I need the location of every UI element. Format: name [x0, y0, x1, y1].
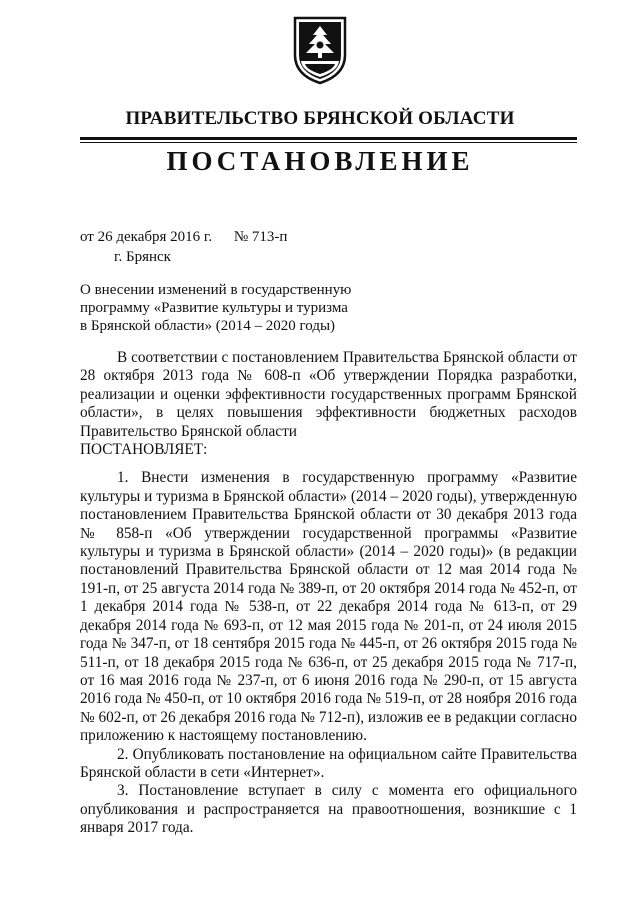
date-number-line: [80, 227, 287, 247]
decree-item-1: 1. Внести изменения в государственную программу «Развитие культуры и туризма в Брянской области» (2014 – 2020 годы), утвержденную постановлением Правительства Брянской области от 30 декабря 2013 года № 858-п «Об утверждении государственной программы «Развитие культуры и туризма в Брянской области» (2014 – 2020 годы)» (в редакции постановлений Правительства Брянской области от 12 мая 2014 года № 191-п, от 25 августа 2014 года № 389-п, от 20 октября 2014 года № 452-п, от 1 декабря 2014 года № 538-п, от 22 декабря 2014 года № 613-п, от 29 декабря 2014 года № 693-п, от 12 мая 2015 года № 201-п, от 24 июля 2015 года № 347-п, от 18 сентября 2015 года № 445-п, от 26 октября 2015 года № 511-п, от 18 декабря 2015 года № 636-п, от 25 декабря 2015 года № 717-п, от 16 мая 2016 года № 237-п, от 6 июня 2016 года № 290-п, от 15 августа 2016 года № 450-п, от 10 октября 2016 года № 519-п, от 28 ноября 2016 года № 602-п, от 26 декабря 2016 года № 712-п), изложив ее в редакции согласно приложению к настоящему постановлению.: [80, 469, 577, 745]
government-name: ПРАВИТЕЛЬСТВО БРЯНСКОЙ ОБЛАСТИ: [125, 108, 515, 129]
decree-item-3: 3. Постановление вступает в силу с момента его официального опубликования и распространяется на правоотношения, возникшие с 1 января 2017 года.: [80, 782, 577, 837]
subject-line: О внесении изменений в государственную: [80, 282, 352, 298]
decree-word: ПОСТАНОВЛЯЕТ:: [80, 441, 208, 459]
subject-line: программу «Развитие культуры и туризма: [80, 300, 348, 316]
document-meta: [80, 227, 287, 267]
header-divider-thick: [80, 137, 577, 140]
decree-item-2: 2. Опубликовать постановление на официальном сайте Правительства Брянской области в сети «Интернет».: [80, 745, 577, 781]
document-date: от 26 декабря 2016 г.: [80, 229, 213, 245]
document-subject: [80, 281, 351, 335]
subject-line: в Брянской области» (2014 – 2020 годы): [80, 318, 336, 334]
document-number: № 713-п: [233, 229, 288, 245]
document-body: [80, 349, 577, 838]
preamble-paragraph: В соответствии с постановлением Правительства Брянской области от 28 октября 2013 года № 608-п «Об утверждении Порядка разработки, реализации и оценки эффективности государственных программ Брянской области», в целях повышения эффективности бюджетных расходов Правительство Брянской области: [80, 349, 577, 440]
bryansk-coat-of-arms-icon: [292, 15, 348, 85]
document-type-title: ПОСТАНОВЛЕНИЕ: [166, 146, 474, 176]
header-divider-thin: [80, 142, 577, 143]
document-city: г. Брянск: [114, 249, 171, 265]
